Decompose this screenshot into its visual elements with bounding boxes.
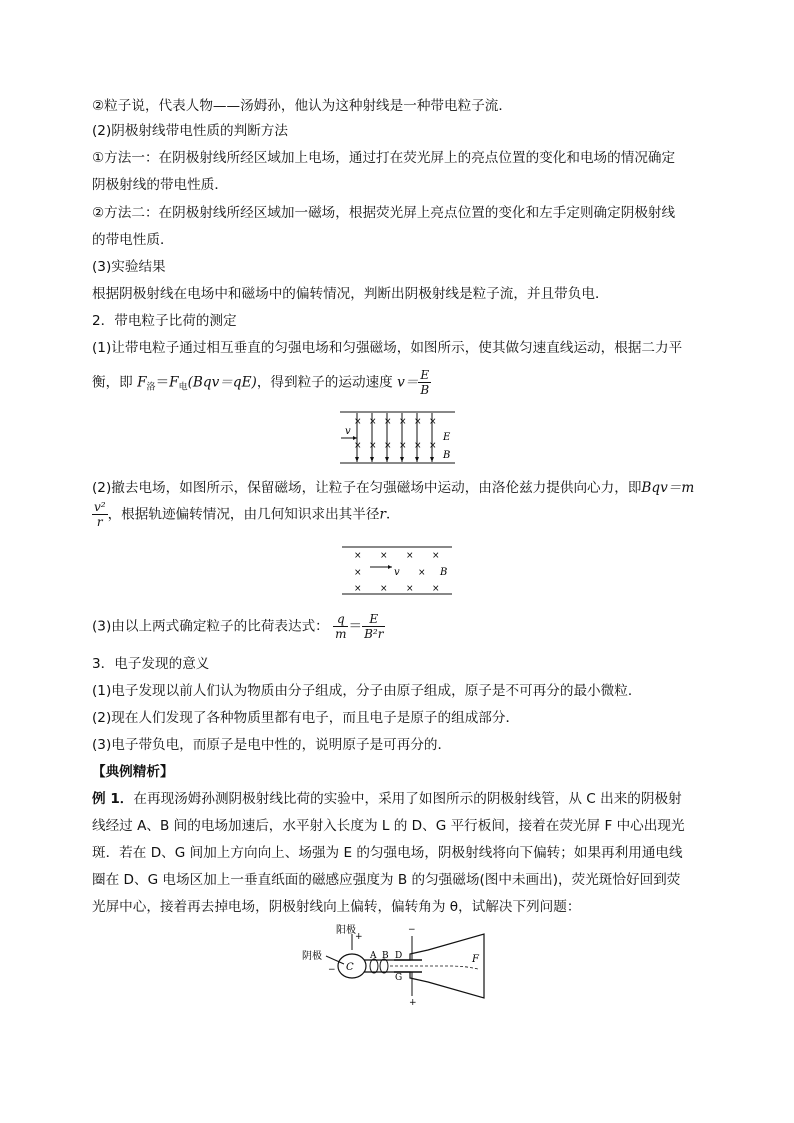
velocity-fraction: $\frac{E}{B}$ xyxy=(420,368,430,397)
e-field-label: E xyxy=(443,432,451,443)
b-field-mark: × xyxy=(354,584,362,594)
b-field-mark: × xyxy=(369,417,377,427)
e-field-arrowhead xyxy=(415,457,419,462)
b-field-mark: × xyxy=(354,568,362,578)
example-heading: 【典例精析】 xyxy=(92,764,174,780)
text-line: ①方法一：在阴极射线所经区域加上电场，通过打在荧光屏上的亮点位置的变化和电场的情况确定 xyxy=(92,150,676,166)
field-lines xyxy=(354,413,437,462)
text-line: (1)让带电粒子通过相互垂直的匀强电场和匀强磁场，如图所示，使其做匀速直线运动，根据二力平 xyxy=(92,340,683,356)
text-line: 斑．若在 D、G 间加上方向向上、场强为 E 的匀强电场，阴极射线将向下偏转；如果再利用通电线 xyxy=(92,845,683,861)
ratio-line: (3)由以上两式确定粒子的比荷表达式： $\frac{q}{m}$ ＝ $\frac{E}{\text{B²r}}$ xyxy=(92,612,384,641)
b-field-mark: × xyxy=(354,551,362,561)
b-field-mark: × xyxy=(354,441,362,451)
b-field-mark: × xyxy=(380,584,388,594)
b-field-mark: × xyxy=(429,441,437,451)
velocity-line: 衡，即 $F_洛=F_电(Bqv=qE)$，得到粒子的运动速度 v＝ $\frac{E}{B}$ xyxy=(92,368,430,397)
text-line: 例 1．在再现汤姆孙测阴极射线比荷的实验中，采用了如图所示的阴极射线管，从 C 出来的阴极射 xyxy=(92,791,682,807)
b-field-mark: × xyxy=(414,441,422,451)
b-field-mark: × xyxy=(429,417,437,427)
e-field-arrowhead xyxy=(355,457,359,462)
b-field-mark: × xyxy=(354,417,362,427)
b-field-mark: × xyxy=(418,568,426,578)
b-field-mark: × xyxy=(380,551,388,561)
crossed-fields-figure xyxy=(335,408,465,466)
text-line: 光屏中心，接着再去掉电场，阴极射线向上偏转，偏转角为 θ，试解决下列问题： xyxy=(92,899,581,915)
bottom-plus: + xyxy=(409,998,417,1006)
b-field-mark: × xyxy=(384,441,392,451)
text-line: 阴极射线的带电性质． xyxy=(92,177,228,193)
b-field-mark: × xyxy=(414,417,422,427)
tube-outline xyxy=(364,934,484,998)
b-field-mark: × xyxy=(432,584,440,594)
b-label: B xyxy=(382,951,389,961)
text-line: (3)实验结果 xyxy=(92,259,166,275)
b-field-label: B xyxy=(443,450,451,461)
e-field-arrowhead xyxy=(370,457,374,462)
text-line: ②粒子说，代表人物——汤姆孙，他认为这种射线是一种带电粒子流． xyxy=(92,98,512,114)
text-line: (3)电子带负电，而原子是电中性的，说明原子是可再分的． xyxy=(92,737,452,753)
a-label: A xyxy=(370,951,377,961)
section-heading: 2．带电粒子比荷的测定 xyxy=(92,313,237,329)
text-line: 的带电性质． xyxy=(92,232,174,248)
b-field-mark: × xyxy=(406,551,414,561)
top-minus: − xyxy=(408,925,416,935)
b-field-mark: × xyxy=(369,441,377,451)
magnetic-field-figure xyxy=(340,544,456,596)
ray-path xyxy=(390,966,478,969)
b-field-mark: × xyxy=(399,417,407,427)
text-line: 线经过 A、B 间的电场加速后，水平射入长度为 L 的 D、G 平行板间，接着在荧光屏 F 中心出现光 xyxy=(92,818,685,834)
c-label: C xyxy=(346,962,354,973)
anode-label: 阳极 xyxy=(336,925,356,936)
b-field-mark: × xyxy=(384,417,392,427)
text-line: (1)电子发现以前人们认为物质由分子组成，分子由原子组成，原子是不可再分的最小微粒． xyxy=(92,683,642,699)
velocity-label: v xyxy=(345,426,351,437)
g-label: G xyxy=(395,973,403,983)
cathode-label: 阴极 xyxy=(302,951,322,962)
text-line: 圈在 D、G 电场区加上一垂直纸面的磁感应强度为 B 的匀强磁场(图中未画出)，荧光斑恰好回到荧 xyxy=(92,872,681,888)
result-fraction: $\frac{E}{\text{B²r}}$ xyxy=(364,612,384,641)
section-heading: 3．电子发现的意义 xyxy=(92,656,210,672)
d-label: D xyxy=(395,951,403,961)
cathode-ray-tube-figure xyxy=(300,922,500,1006)
b-field-mark: × xyxy=(399,441,407,451)
e-field-arrowhead xyxy=(400,457,404,462)
velocity-label: v xyxy=(394,567,400,578)
e-field-arrowhead xyxy=(385,457,389,462)
e-field-arrowhead xyxy=(430,457,434,462)
b-field-label: B xyxy=(440,567,448,578)
text-line: ②方法二：在阴极射线所经区域加一磁场，根据荧光屏上亮点位置的变化和左手定则确定阴极射线 xyxy=(92,205,676,221)
centripetal-fraction: $\frac{\text{v²}}{r}$ xyxy=(94,500,106,529)
anode-plus: + xyxy=(355,932,363,942)
text-line: (2)撤去电场，如图所示，保留磁场，让粒子在匀强磁场中运动，由洛伦兹力提供向心力，即Bqv＝m xyxy=(92,480,695,496)
text-line: (2)现在人们发现了各种物质里都有电子，而且电子是原子的组成部分． xyxy=(92,710,520,726)
cathode-minus: − xyxy=(328,965,336,975)
text-line: 根据阴极射线在电场中和磁场中的偏转情况，判断出阴极射线是粒子流，并且带负电． xyxy=(92,286,609,302)
f-label: F xyxy=(472,954,479,965)
charge-mass-fraction: $\frac{q}{m}$ xyxy=(335,612,347,641)
b-field-mark: × xyxy=(406,584,414,594)
text-line: (2)阴极射线带电性质的判断方法 xyxy=(92,123,288,139)
radius-line: $\frac{\text{v²}}{r}$ ，根据轨迹偏转情况，由几何知识求出其半径r． xyxy=(94,500,400,529)
b-field-mark: × xyxy=(432,551,440,561)
